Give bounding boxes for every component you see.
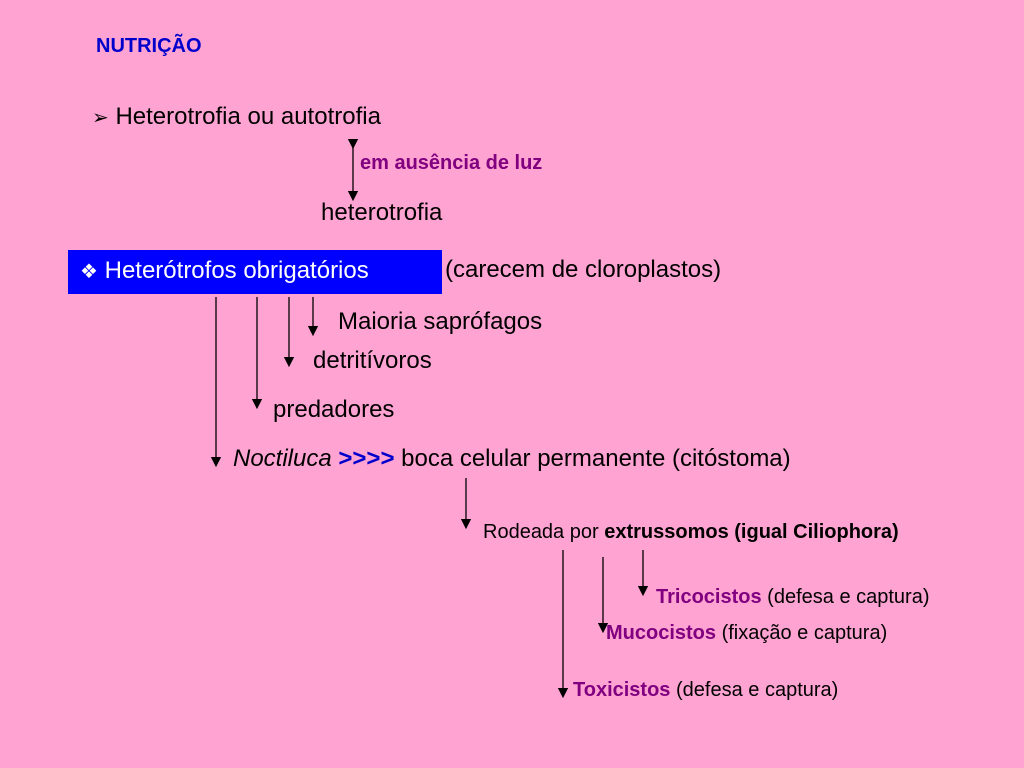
tricocistos-name: Tricocistos — [656, 586, 762, 608]
heterotrofia-label: heterotrofia — [321, 199, 443, 226]
detritivoros: detritívoros — [313, 347, 432, 374]
carecem-de-cloroplastos: (carecem de cloroplastos) — [445, 256, 722, 283]
page-title: NUTRIÇÃO — [96, 35, 202, 57]
maioria-saprofagos: Maioria saprófagos — [338, 308, 543, 335]
toxicistos-desc: (defesa e captura) — [676, 679, 839, 701]
noctiluca-name: Noctiluca — [233, 445, 332, 472]
noctiluca-description: boca celular permanente (citóstoma) — [401, 445, 791, 472]
toxicistos-name: Toxicistos — [573, 679, 671, 701]
noctiluca-separator: >>>> — [338, 445, 395, 472]
mucocistos-name: Mucocistos — [606, 622, 717, 644]
rodeada-prefix: Rodeada por — [483, 521, 599, 543]
heterotrofos-obrigatorios-text: Heterótrofos obrigatórios — [104, 257, 369, 284]
arrow-bullet-icon: ➢ — [92, 105, 109, 129]
mucocistos-desc: (fixação e captura) — [721, 622, 888, 644]
diamond-bullet-icon: ❖ — [80, 259, 98, 283]
heterotrofia-ou-autotrofia-text: Heterotrofia ou autotrofia — [115, 103, 381, 130]
dark-condition-label: em ausência de luz — [360, 152, 543, 174]
predadores: predadores — [273, 396, 395, 423]
tricocistos-desc: (defesa e captura) — [767, 586, 930, 608]
extrussomos-label: extrussomos (igual Ciliophora) — [604, 521, 899, 543]
